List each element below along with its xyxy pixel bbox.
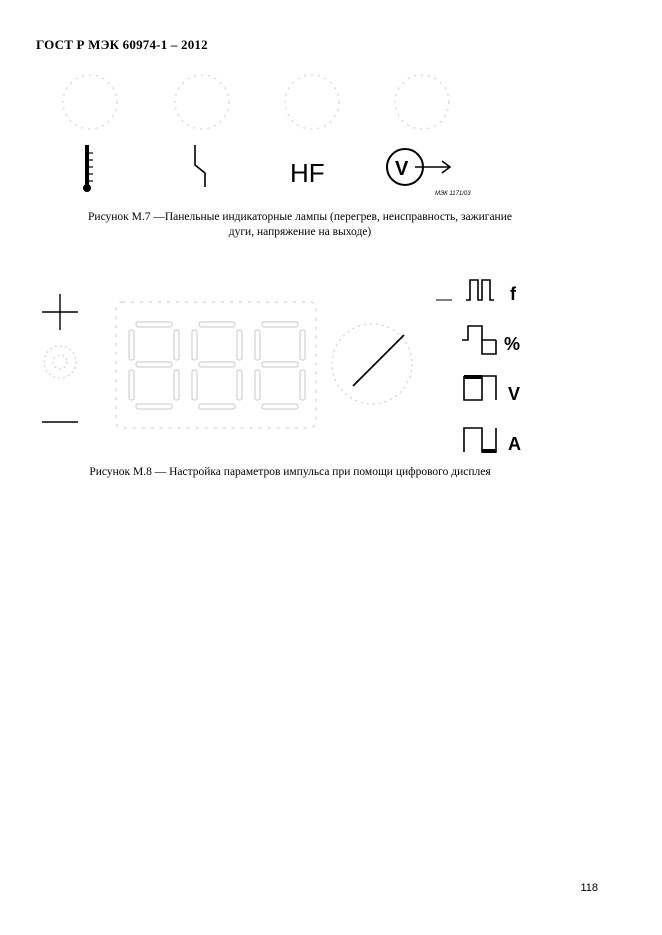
digit-1	[129, 322, 179, 409]
figure-m7-code: МЭК 1171/03	[435, 191, 471, 197]
lamp-1-circle	[63, 75, 117, 129]
lamp-4-circle	[395, 75, 449, 129]
figure-m8-caption: Рисунок М.8 — Настройка параметров импульса при помощи цифрового дисплея	[89, 466, 491, 478]
pulse-duty-icon	[462, 326, 496, 340]
digit-2	[192, 322, 242, 409]
dial-needle	[353, 335, 404, 386]
figure-m7-caption	[40, 210, 560, 240]
page-number: 118	[580, 882, 598, 894]
digit-3	[255, 322, 305, 409]
pulse-voltage-icon	[464, 375, 496, 400]
lamp-2-circle	[175, 75, 229, 129]
figure-m7-caption-line-2: дуги, напряжение на выходе)	[228, 226, 372, 238]
figure-m7-caption-line-1: Рисунок М.7 —Панельные индикаторные лампы (перегрев, неисправность, зажигание	[88, 211, 512, 223]
voltage-output-icon	[387, 149, 450, 185]
figure-m8	[38, 270, 548, 460]
pulse-voltage-label: V	[508, 384, 521, 404]
hf-label: HF	[290, 158, 325, 188]
dial-icon	[332, 324, 412, 404]
plus-icon	[42, 294, 78, 330]
knob-icon	[44, 346, 76, 378]
pulse-current-icon	[464, 428, 496, 453]
seven-segment-digits	[129, 322, 305, 409]
document-header: ГОСТ Р МЭК 60974-1 – 2012	[36, 37, 208, 52]
figure-m7	[40, 65, 520, 200]
pulse-frequency-label: f	[510, 284, 516, 304]
fault-zigzag-icon	[195, 145, 205, 187]
thermometer-icon	[83, 145, 93, 192]
pulse-current-label: A	[508, 434, 521, 454]
pulse-frequency-icon	[466, 280, 494, 300]
pulse-duty-label: %	[504, 334, 521, 354]
lamp-3-circle	[285, 75, 339, 129]
voltage-output-label: V	[395, 158, 409, 180]
